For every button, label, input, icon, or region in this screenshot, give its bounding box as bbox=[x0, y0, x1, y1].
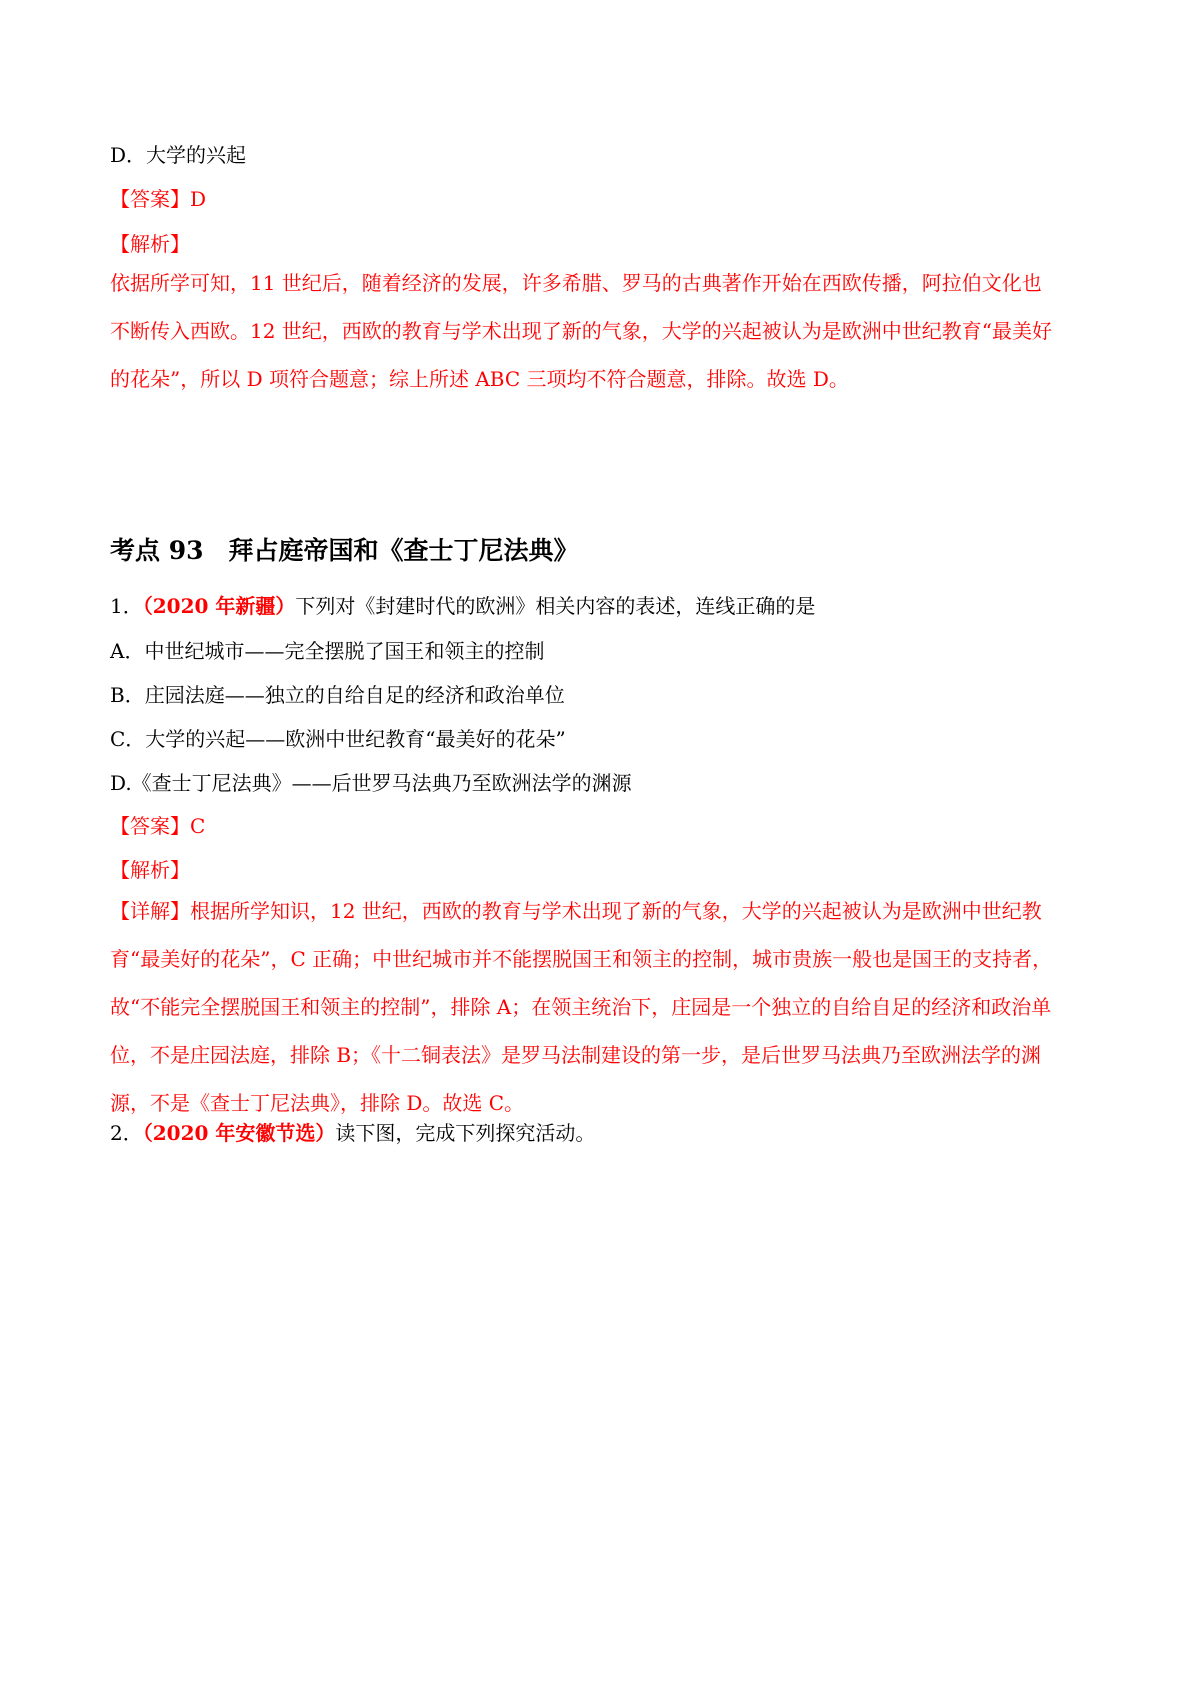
analysis-tag-1: 【解析】 bbox=[110, 232, 190, 256]
detail-line: 故“不能完全摆脱国王和领主的控制”，排除 A；在领主统治下，庄园是一个独立的自给自足的经济和政治单 bbox=[110, 995, 1052, 1019]
question-stem: 读下图，完成下列探究活动。 bbox=[335, 1121, 596, 1145]
analysis-line: 不断传入西欧。12 世纪，西欧的教育与学术出现了新的气象，大学的兴起被认为是欧洲中世纪教育“最美好 bbox=[110, 319, 1053, 343]
question-number: 2． bbox=[110, 1121, 143, 1145]
question-2 bbox=[110, 1119, 595, 1147]
answer-tag: 【答案】 bbox=[110, 187, 190, 211]
question-stem: 下列对《封建时代的欧洲》相关内容的表述，连线正确的是 bbox=[295, 594, 816, 618]
analysis-text-1 bbox=[110, 259, 1100, 403]
analysis-line: 的花朵”，所以 D 项符合题意；综上所述 ABC 三项均不符合题意，排除。故选 D。 bbox=[110, 367, 849, 391]
detail-line: 【详解】根据所学知识，12 世纪，西欧的教育与学术出现了新的气象，大学的兴起被认为是欧洲中世纪教 bbox=[110, 899, 1042, 923]
question-number: 1． bbox=[110, 594, 143, 618]
detail-line: 位，不是庄园法庭，排除 B；《十二铜表法》是罗马法制建设的第一步，是后世罗马法典乃至欧洲法学的渊 bbox=[110, 1043, 1042, 1067]
detail-line: 源，不是《查士丁尼法典》，排除 D。故选 C。 bbox=[110, 1091, 525, 1115]
option-c: C．大学的兴起——欧洲中世纪教育“最美好的花朵” bbox=[110, 727, 566, 751]
option-d: D．大学的兴起 bbox=[110, 143, 247, 167]
answer-tag: 【答案】 bbox=[110, 814, 190, 838]
analysis-tag-2: 【解析】 bbox=[110, 858, 190, 882]
option-d-q1: D.《查士丁尼法典》——后世罗马法典乃至欧洲法学的渊源 bbox=[110, 771, 632, 795]
detail-line: 育“最美好的花朵”，C 正确；中世纪城市并不能摆脱国王和领主的控制，城市贵族一般也是国王的支持者， bbox=[110, 947, 1053, 971]
answer-line-2 bbox=[110, 812, 205, 840]
answer-value: C bbox=[190, 814, 206, 838]
option-a: A．中世纪城市——完全摆脱了国王和领主的控制 bbox=[110, 639, 545, 663]
analysis-text-2 bbox=[110, 887, 1100, 1127]
option-b: B．庄园法庭——独立的自给自足的经济和政治单位 bbox=[110, 683, 565, 707]
question-source: （2020 年安徽节选） bbox=[142, 1121, 336, 1145]
question-source: （2020 年新疆） bbox=[142, 594, 296, 618]
answer-line-1 bbox=[110, 185, 206, 213]
question-1 bbox=[110, 592, 815, 620]
analysis-line: 依据所学可知，11 世纪后，随着经济的发展，许多希腊、罗马的古典著作开始在西欧传播，阿拉伯文化也 bbox=[110, 271, 1042, 295]
section-title: 考点 93 拜占庭帝国和《查士丁尼法典》 bbox=[110, 536, 579, 565]
answer-value: D bbox=[190, 187, 207, 211]
